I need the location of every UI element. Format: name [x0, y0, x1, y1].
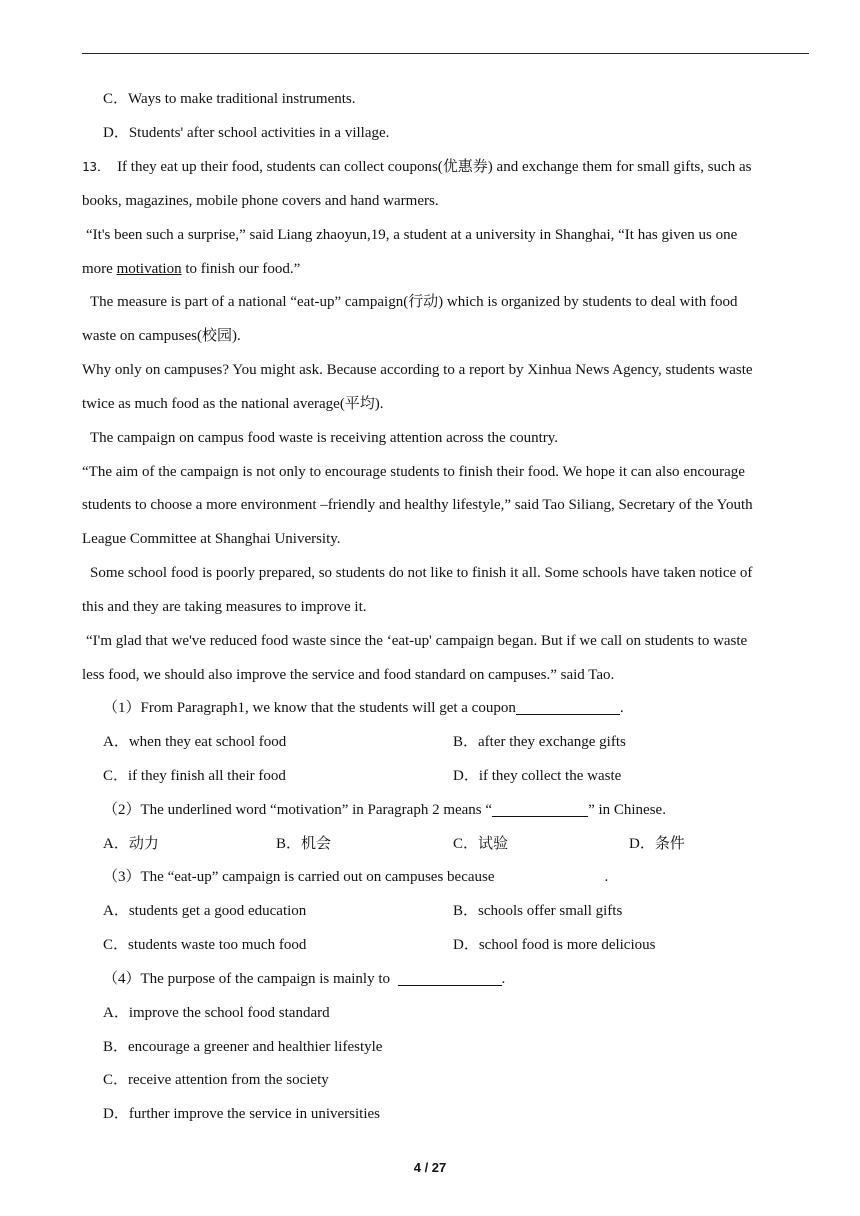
q4-option-a[interactable]: A．improve the school food standard — [103, 1005, 330, 1021]
passage-line: less food, we should also improve the service and food standard on campuses.” said Tao. — [82, 667, 615, 683]
passage-line: Some school food is poorly prepared, so students do not like to finish it all. Some schools have taken notice of — [90, 565, 753, 581]
passage-line: books, magazines, mobile phone covers and hand warmers. — [82, 193, 439, 209]
passage-line: this and they are taking measures to improve it. — [82, 599, 367, 615]
question-3-stem — [103, 867, 608, 887]
answer-blank[interactable] — [492, 801, 588, 817]
passage-text: to finish our food.” — [181, 261, 301, 277]
passage-text: more — [82, 261, 117, 277]
underlined-word: motivation — [116, 261, 182, 277]
passage-line: Why only on campuses? You might ask. Because according to a report by Xinhua News Agency, students waste — [82, 362, 753, 378]
passage-line: “I'm glad that we've reduced food waste since the ‘eat-up' campaign began. But if we call on students to waste — [86, 633, 748, 649]
q2-option-c[interactable]: C．试验 — [453, 836, 509, 852]
stem-end: . — [619, 700, 624, 716]
passage-line: waste on campuses(校园). — [82, 328, 241, 344]
stem-text: （4）The purpose of the campaign is mainly to — [103, 971, 394, 987]
q1-option-b[interactable]: B．after they exchange gifts — [453, 734, 626, 750]
passage-line: The campaign on campus food waste is receiving attention across the country. — [90, 430, 559, 446]
passage-line — [82, 259, 300, 279]
stem-text: （2）The underlined word “motivation” in Paragraph 2 means “ — [103, 802, 493, 818]
q4-option-d[interactable]: D．further improve the service in universities — [103, 1106, 381, 1122]
q3-option-d[interactable]: D．school food is more delicious — [453, 937, 656, 953]
q4-option-c[interactable]: C．receive attention from the society — [103, 1072, 329, 1088]
passage-line: League Committee at Shanghai University. — [82, 531, 341, 547]
question-number: 13． — [82, 159, 110, 174]
question-2-stem — [103, 800, 666, 820]
passage-line: The measure is part of a national “eat-up” campaign(行动) which is organized by students to deal with food — [90, 294, 738, 310]
q4-option-b[interactable]: B．encourage a greener and healthier lifestyle — [103, 1039, 383, 1055]
q2-option-d[interactable]: D．条件 — [629, 836, 685, 852]
q3-option-c[interactable]: C．students waste too much food — [103, 937, 307, 953]
q3-option-a[interactable]: A．students get a good education — [103, 903, 307, 919]
q1-option-a[interactable]: A．when they eat school food — [103, 734, 287, 750]
prev-option-c: C．Ways to make traditional instruments. — [103, 91, 356, 107]
q2-option-b[interactable]: B．机会 — [276, 836, 332, 852]
passage-line — [82, 157, 751, 177]
passage-line: twice as much food as the national average(平均). — [82, 396, 384, 412]
q1-option-c[interactable]: C．if they finish all their food — [103, 768, 286, 784]
passage-line: “The aim of the campaign is not only to encourage students to finish their food. We hope it can also encourage — [82, 464, 745, 480]
q3-option-b[interactable]: B．schools offer small gifts — [453, 903, 623, 919]
q2-option-a[interactable]: A．动力 — [103, 836, 159, 852]
stem-text: （1）From Paragraph1, we know that the students will get a coupon — [103, 700, 516, 716]
header-rule — [82, 53, 809, 54]
stem-end: ” in Chinese. — [588, 802, 666, 818]
stem-end: . — [501, 971, 506, 987]
question-1-stem — [103, 698, 624, 718]
page-number: 4 / 27 — [413, 1160, 447, 1175]
stem-end: . — [604, 869, 609, 885]
passage-line: “It's been such a surprise,” said Liang zhaoyun,19, a student at a university in Shanghai, “It has given us one — [86, 227, 738, 243]
stem-text: （3）The “eat-up” campaign is carried out on campuses because — [103, 869, 495, 885]
answer-blank[interactable] — [398, 970, 502, 986]
passage-text: If they eat up their food, students can collect coupons(优惠券) and exchange them for small gifts, such as — [117, 159, 752, 175]
question-4-stem — [103, 969, 505, 989]
q1-option-d[interactable]: D．if they collect the waste — [453, 768, 622, 784]
answer-blank[interactable] — [516, 699, 620, 715]
passage-line: students to choose a more environment –friendly and healthy lifestyle,” said Tao Siliang, Secretary of the Youth — [82, 497, 753, 513]
prev-option-d: D．Students' after school activities in a village. — [103, 125, 390, 141]
